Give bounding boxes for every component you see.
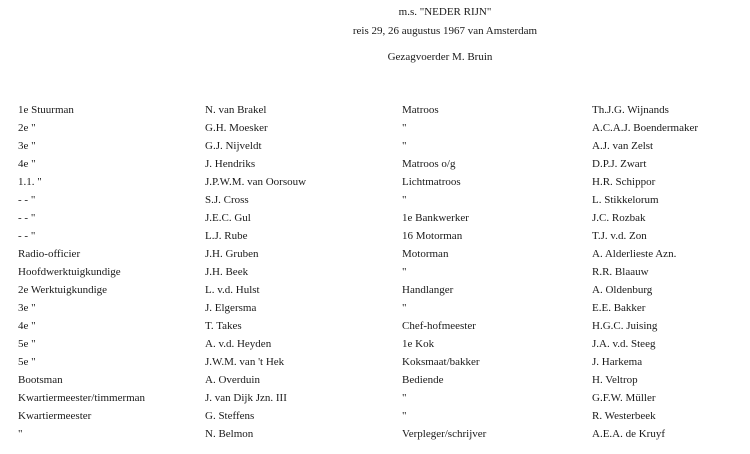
- rank-entry: - - ": [18, 230, 36, 242]
- rank-entry: - - ": [18, 194, 36, 206]
- rank-entry: Verpleger/schrijver: [402, 428, 487, 440]
- crew-name: J. Harkema: [592, 356, 643, 368]
- crew-name: T. Takes: [205, 320, 242, 332]
- crew-name: E.E. Bakker: [592, 302, 646, 314]
- ship-name: m.s. "NEDER RIJN": [398, 6, 492, 18]
- rank-entry: 2e ": [18, 122, 36, 134]
- crew-name: A. Alderlieste Azn.: [592, 248, 677, 260]
- crew-name: S.J. Cross: [205, 194, 249, 206]
- crew-name: A. Overduin: [205, 374, 260, 386]
- rank-entry: Kwartiermeester/timmerman: [18, 392, 146, 404]
- rank-entry: ": [402, 302, 407, 314]
- rank-entry: ": [402, 122, 407, 134]
- rank-entry: 1e Kok: [402, 338, 435, 350]
- rank-entry: Matroos: [402, 104, 439, 116]
- crew-name: J.W.M. van 't Hek: [205, 356, 285, 368]
- rank-entry: Hoofdwerktuigkundige: [18, 266, 121, 278]
- crew-name: A.E.A. de Kruyf: [592, 428, 666, 440]
- rank-entry: Bootsman: [18, 374, 63, 386]
- crew-name: D.P.J. Zwart: [592, 158, 647, 170]
- crew-name: J. Hendriks: [205, 158, 256, 170]
- crew-name: G. Steffens: [205, 410, 255, 422]
- crew-name: J.P.W.M. van Oorsouw: [205, 176, 307, 188]
- rank-entry: ": [402, 194, 407, 206]
- rank-entry: 3e ": [18, 302, 36, 314]
- rank-entry: ": [18, 428, 23, 440]
- crew-name: H.G.C. Juising: [592, 320, 658, 332]
- crew-name: N. Belmon: [205, 428, 254, 440]
- rank-entry: ": [402, 266, 407, 278]
- rank-entry: - - ": [18, 212, 36, 224]
- crew-name: A.C.A.J. Boendermaker: [592, 122, 699, 134]
- rank-entry: 1.1. ": [18, 176, 42, 188]
- rank-entry: 5e ": [18, 356, 36, 368]
- rank-entry: Bediende: [402, 374, 444, 386]
- rank-entry: ": [402, 410, 407, 422]
- crew-name: L.J. Rube: [205, 230, 248, 242]
- crew-name: R. Westerbeek: [592, 410, 656, 422]
- right-ranks-column: [402, 101, 592, 443]
- left-names-column: [205, 101, 395, 443]
- rank-entry: 1e Bankwerker: [402, 212, 469, 224]
- crew-name: G.J. Nijveldt: [205, 140, 262, 152]
- rank-entry: 1e Stuurman: [18, 104, 74, 116]
- right-names-column: [592, 101, 750, 443]
- rank-entry: Chef-hofmeester: [402, 320, 476, 332]
- rank-entry: Lichtmatroos: [402, 176, 461, 188]
- rank-entry: 3e ": [18, 140, 36, 152]
- rank-entry: ": [402, 140, 407, 152]
- crew-name: N. van Brakel: [205, 104, 267, 116]
- rank-entry: 4e ": [18, 158, 36, 170]
- crew-name: G.H. Moesker: [205, 122, 268, 134]
- crew-name: J.H. Beek: [205, 266, 249, 278]
- rank-entry: Matroos o/g: [402, 158, 456, 170]
- crew-name: J.A. v.d. Steeg: [592, 338, 656, 350]
- crew-name: T.J. v.d. Zon: [592, 230, 647, 242]
- crew-name: L. Stikkelorum: [592, 194, 659, 206]
- crew-name: H.R. Schippor: [592, 176, 656, 188]
- rank-entry: Kwartiermeester: [18, 410, 92, 422]
- left-ranks-column: [18, 101, 198, 443]
- crew-name: A.J. van Zelst: [592, 140, 654, 152]
- rank-entry: 5e ": [18, 338, 36, 350]
- rank-entry: 16 Motorman: [402, 230, 463, 242]
- rank-entry: Radio-officier: [18, 248, 81, 260]
- rank-entry: Motorman: [402, 248, 449, 260]
- crew-name: A. Oldenburg: [592, 284, 653, 296]
- crew-name: J.E.C. Gul: [205, 212, 251, 224]
- rank-entry: 2e Werktuigkundige: [18, 284, 108, 296]
- voyage-line: reis 29, 26 augustus 1967 van Amsterdam: [352, 25, 538, 37]
- crew-name: R.R. Blaauw: [592, 266, 649, 278]
- crew-name: A. v.d. Heyden: [205, 338, 272, 350]
- crew-name: J. Elgersma: [205, 302, 257, 314]
- crew-name: J.C. Rozbak: [592, 212, 646, 224]
- crew-name: H. Veltrop: [592, 374, 638, 386]
- rank-entry: Koksmaat/bakker: [402, 356, 480, 368]
- crew-name: J.H. Gruben: [205, 248, 259, 260]
- crew-name: J. van Dijk Jzn. III: [205, 392, 287, 404]
- rank-entry: Handlanger: [402, 284, 454, 296]
- crew-name: L. v.d. Hulst: [205, 284, 260, 296]
- captain-line: Gezagvoerder M. Bruin: [387, 51, 493, 63]
- rank-entry: 4e ": [18, 320, 36, 332]
- crew-name: Th.J.G. Wijnands: [592, 104, 669, 116]
- rank-entry: ": [402, 392, 407, 404]
- crew-name: G.F.W. Müller: [592, 392, 656, 404]
